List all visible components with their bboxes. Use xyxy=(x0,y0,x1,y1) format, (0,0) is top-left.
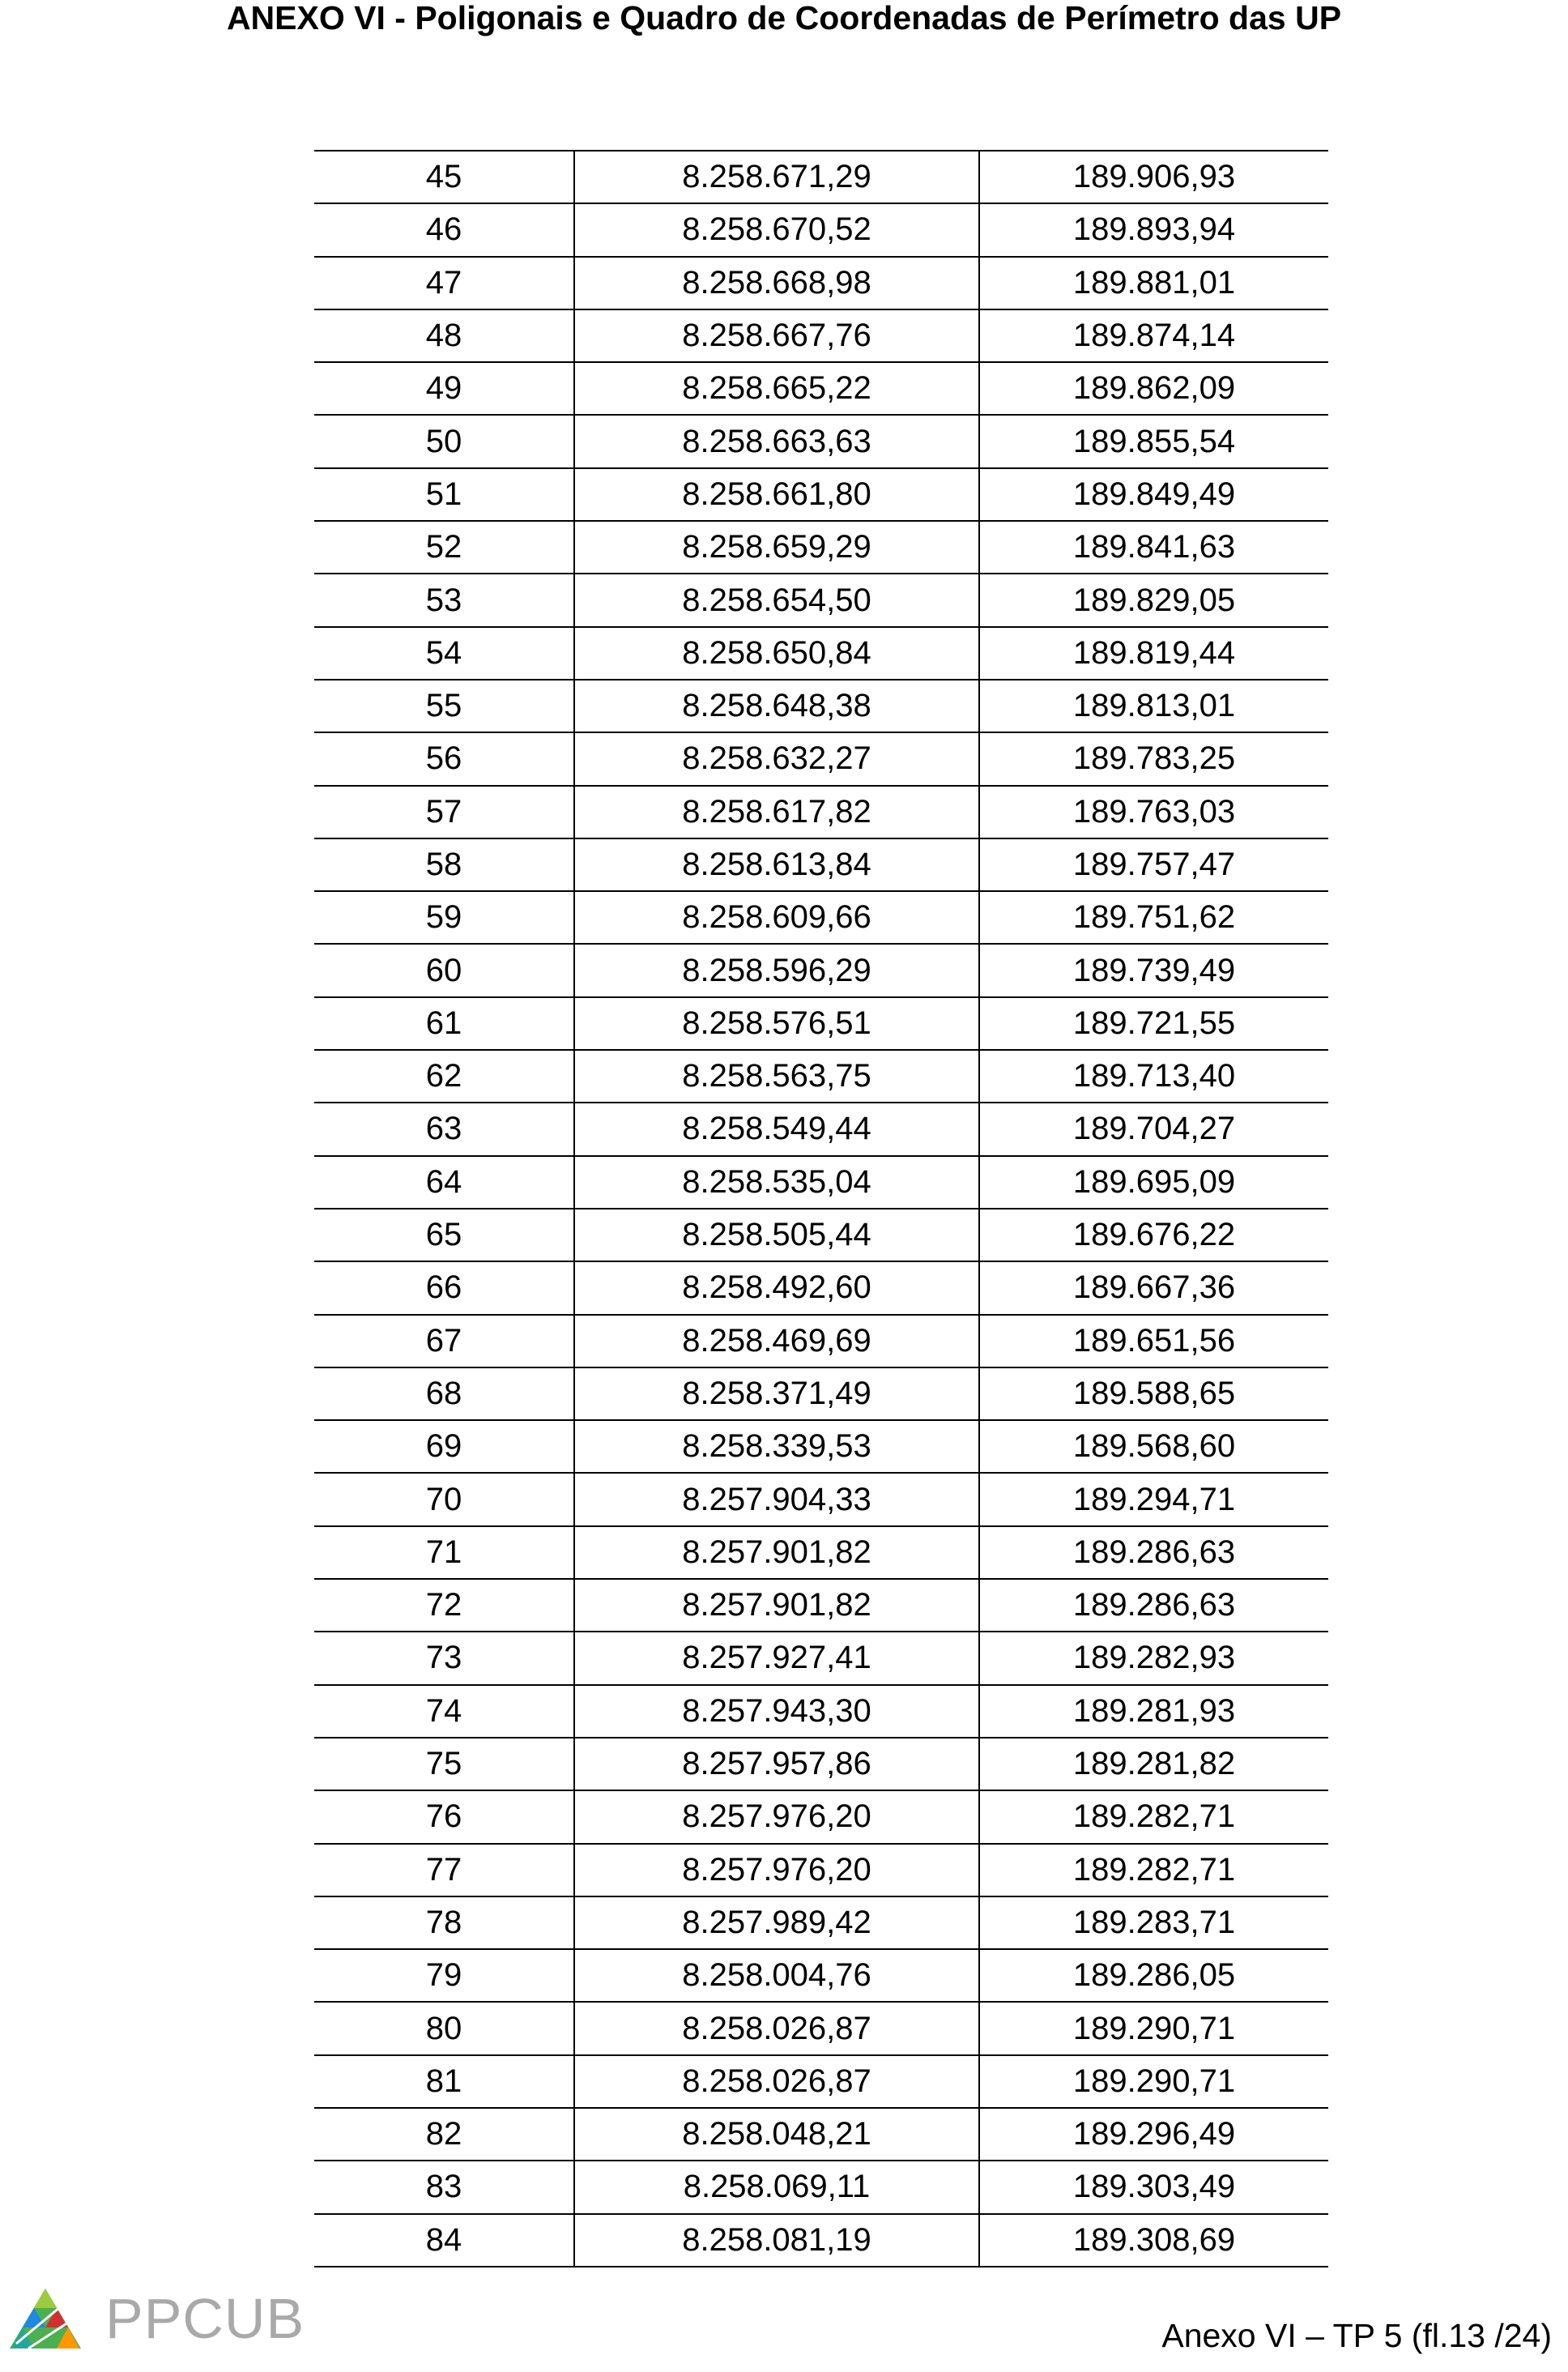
northing-cell: 8.258.339,53 xyxy=(574,1420,979,1473)
northing-cell: 8.258.613,84 xyxy=(574,838,979,891)
northing-cell: 8.257.901,82 xyxy=(574,1526,979,1579)
northing-cell: 8.257.957,86 xyxy=(574,1738,979,1790)
table-row xyxy=(314,2161,1328,2213)
easting-cell: 189.283,71 xyxy=(979,1896,1328,1949)
northing-cell: 8.258.661,80 xyxy=(574,468,979,521)
easting-cell: 189.290,71 xyxy=(979,2055,1328,2108)
easting-cell: 189.286,05 xyxy=(979,1949,1328,2002)
table-row xyxy=(314,1738,1328,1790)
northing-cell: 8.258.668,98 xyxy=(574,257,979,309)
easting-cell: 189.286,63 xyxy=(979,1526,1328,1579)
northing-cell: 8.258.492,60 xyxy=(574,1261,979,1314)
easting-cell: 189.568,60 xyxy=(979,1420,1328,1473)
table-row xyxy=(314,627,1328,680)
easting-cell: 189.676,22 xyxy=(979,1209,1328,1261)
table-row xyxy=(314,1209,1328,1261)
page-title: ANEXO VI - Poligonais e Quadro de Coordenadas de Perímetro das UP xyxy=(226,0,1342,36)
northing-cell: 8.258.654,50 xyxy=(574,574,979,626)
point-id-cell: 57 xyxy=(314,786,574,838)
northing-cell: 8.258.665,22 xyxy=(574,362,979,415)
table-row xyxy=(314,1790,1328,1843)
northing-cell: 8.258.563,75 xyxy=(574,1050,979,1103)
easting-cell: 189.757,47 xyxy=(979,838,1328,891)
point-id-cell: 77 xyxy=(314,1844,574,1896)
point-id-cell: 82 xyxy=(314,2108,574,2161)
easting-cell: 189.829,05 xyxy=(979,574,1328,626)
table-row xyxy=(314,1367,1328,1420)
point-id-cell: 59 xyxy=(314,891,574,944)
table-row xyxy=(314,309,1328,362)
easting-cell: 189.881,01 xyxy=(979,257,1328,309)
table-row xyxy=(314,1949,1328,2002)
northing-cell: 8.257.904,33 xyxy=(574,1473,979,1525)
point-id-cell: 55 xyxy=(314,680,574,732)
table-row xyxy=(314,1103,1328,1155)
easting-cell: 189.667,36 xyxy=(979,1261,1328,1314)
table-row xyxy=(314,257,1328,309)
point-id-cell: 47 xyxy=(314,257,574,309)
point-id-cell: 81 xyxy=(314,2055,574,2108)
point-id-cell: 69 xyxy=(314,1420,574,1473)
table-row xyxy=(314,997,1328,1050)
easting-cell: 189.739,49 xyxy=(979,944,1328,996)
point-id-cell: 75 xyxy=(314,1738,574,1790)
point-id-cell: 53 xyxy=(314,574,574,626)
easting-cell: 189.751,62 xyxy=(979,891,1328,944)
northing-cell: 8.258.549,44 xyxy=(574,1103,979,1155)
point-id-cell: 56 xyxy=(314,732,574,785)
ppcub-logo xyxy=(8,2286,305,2351)
table-row xyxy=(314,1156,1328,1209)
table-row xyxy=(314,1685,1328,1738)
easting-cell: 189.286,63 xyxy=(979,1579,1328,1632)
point-id-cell: 58 xyxy=(314,838,574,891)
coordinates-table xyxy=(314,150,1328,2267)
table-row xyxy=(314,521,1328,574)
point-id-cell: 71 xyxy=(314,1526,574,1579)
table-row xyxy=(314,838,1328,891)
point-id-cell: 73 xyxy=(314,1632,574,1684)
northing-cell: 8.257.976,20 xyxy=(574,1790,979,1843)
point-id-cell: 63 xyxy=(314,1103,574,1155)
easting-cell: 189.588,65 xyxy=(979,1367,1328,1420)
easting-cell: 189.281,93 xyxy=(979,1685,1328,1738)
table-row xyxy=(314,1896,1328,1949)
northing-cell: 8.258.371,49 xyxy=(574,1367,979,1420)
northing-cell: 8.258.663,63 xyxy=(574,415,979,467)
easting-cell: 189.290,71 xyxy=(979,2002,1328,2054)
table-row xyxy=(314,468,1328,521)
table-row xyxy=(314,2108,1328,2161)
point-id-cell: 50 xyxy=(314,415,574,467)
easting-cell: 189.855,54 xyxy=(979,415,1328,467)
easting-cell: 189.651,56 xyxy=(979,1315,1328,1367)
northing-cell: 8.258.671,29 xyxy=(574,151,979,203)
point-id-cell: 64 xyxy=(314,1156,574,1209)
point-id-cell: 79 xyxy=(314,1949,574,2002)
northing-cell: 8.257.927,41 xyxy=(574,1632,979,1684)
easting-cell: 189.713,40 xyxy=(979,1050,1328,1103)
northing-cell: 8.258.650,84 xyxy=(574,627,979,680)
easting-cell: 189.282,71 xyxy=(979,1790,1328,1843)
point-id-cell: 48 xyxy=(314,309,574,362)
northing-cell: 8.258.648,38 xyxy=(574,680,979,732)
point-id-cell: 46 xyxy=(314,203,574,256)
northing-cell: 8.258.081,19 xyxy=(574,2214,979,2267)
easting-cell: 189.282,71 xyxy=(979,1844,1328,1896)
northing-cell: 8.258.026,87 xyxy=(574,2055,979,2108)
easting-cell: 189.906,93 xyxy=(979,151,1328,203)
easting-cell: 189.893,94 xyxy=(979,203,1328,256)
northing-cell: 8.258.048,21 xyxy=(574,2108,979,2161)
point-id-cell: 65 xyxy=(314,1209,574,1261)
table-row xyxy=(314,203,1328,256)
point-id-cell: 78 xyxy=(314,1896,574,1949)
table-row xyxy=(314,1315,1328,1367)
page-reference: Anexo VI – TP 5 (fl.13 /24) xyxy=(1161,2317,1552,2354)
point-id-cell: 52 xyxy=(314,521,574,574)
table-row xyxy=(314,2055,1328,2108)
point-id-cell: 67 xyxy=(314,1315,574,1367)
easting-cell: 189.303,49 xyxy=(979,2161,1328,2213)
table-row xyxy=(314,574,1328,626)
point-id-cell: 76 xyxy=(314,1790,574,1843)
table-row xyxy=(314,680,1328,732)
point-id-cell: 62 xyxy=(314,1050,574,1103)
easting-cell: 189.819,44 xyxy=(979,627,1328,680)
table-row xyxy=(314,2002,1328,2054)
point-id-cell: 60 xyxy=(314,944,574,996)
ppcub-logo-icon xyxy=(8,2287,83,2350)
northing-cell: 8.258.469,69 xyxy=(574,1315,979,1367)
northing-cell: 8.258.659,29 xyxy=(574,521,979,574)
easting-cell: 189.849,49 xyxy=(979,468,1328,521)
table-row xyxy=(314,891,1328,944)
easting-cell: 189.704,27 xyxy=(979,1103,1328,1155)
point-id-cell: 68 xyxy=(314,1367,574,1420)
northing-cell: 8.258.609,66 xyxy=(574,891,979,944)
northing-cell: 8.258.069,11 xyxy=(574,2161,979,2213)
table-row xyxy=(314,1261,1328,1314)
point-id-cell: 74 xyxy=(314,1685,574,1738)
table-row xyxy=(314,1844,1328,1896)
northing-cell: 8.258.026,87 xyxy=(574,2002,979,2054)
northing-cell: 8.258.632,27 xyxy=(574,732,979,785)
northing-cell: 8.257.976,20 xyxy=(574,1844,979,1896)
point-id-cell: 51 xyxy=(314,468,574,521)
point-id-cell: 45 xyxy=(314,151,574,203)
point-id-cell: 84 xyxy=(314,2214,574,2267)
northing-cell: 8.258.576,51 xyxy=(574,997,979,1050)
table-row xyxy=(314,786,1328,838)
table-row xyxy=(314,1579,1328,1632)
easting-cell: 189.281,82 xyxy=(979,1738,1328,1790)
easting-cell: 189.763,03 xyxy=(979,786,1328,838)
northing-cell: 8.258.667,76 xyxy=(574,309,979,362)
easting-cell: 189.862,09 xyxy=(979,362,1328,415)
easting-cell: 189.308,69 xyxy=(979,2214,1328,2267)
table-row xyxy=(314,362,1328,415)
northing-cell: 8.258.617,82 xyxy=(574,786,979,838)
northing-cell: 8.257.943,30 xyxy=(574,1685,979,1738)
point-id-cell: 70 xyxy=(314,1473,574,1525)
easting-cell: 189.721,55 xyxy=(979,997,1328,1050)
coordinates-table-body xyxy=(314,151,1328,2267)
easting-cell: 189.282,93 xyxy=(979,1632,1328,1684)
easting-cell: 189.695,09 xyxy=(979,1156,1328,1209)
table-row xyxy=(314,415,1328,467)
table-row xyxy=(314,732,1328,785)
northing-cell: 8.258.535,04 xyxy=(574,1156,979,1209)
table-row xyxy=(314,944,1328,996)
easting-cell: 189.296,49 xyxy=(979,2108,1328,2161)
point-id-cell: 80 xyxy=(314,2002,574,2054)
point-id-cell: 49 xyxy=(314,362,574,415)
table-row xyxy=(314,1632,1328,1684)
easting-cell: 189.783,25 xyxy=(979,732,1328,785)
point-id-cell: 54 xyxy=(314,627,574,680)
northing-cell: 8.258.004,76 xyxy=(574,1949,979,2002)
point-id-cell: 83 xyxy=(314,2161,574,2213)
table-row xyxy=(314,1420,1328,1473)
table-row xyxy=(314,1473,1328,1525)
point-id-cell: 61 xyxy=(314,997,574,1050)
table-row xyxy=(314,1526,1328,1579)
northing-cell: 8.257.901,82 xyxy=(574,1579,979,1632)
northing-cell: 8.257.989,42 xyxy=(574,1896,979,1949)
table-row xyxy=(314,151,1328,203)
easting-cell: 189.294,71 xyxy=(979,1473,1328,1525)
easting-cell: 189.874,14 xyxy=(979,309,1328,362)
point-id-cell: 66 xyxy=(314,1261,574,1314)
northing-cell: 8.258.596,29 xyxy=(574,944,979,996)
easting-cell: 189.841,63 xyxy=(979,521,1328,574)
northing-cell: 8.258.670,52 xyxy=(574,203,979,256)
ppcub-logo-text: PPCUB xyxy=(105,2287,305,2350)
northing-cell: 8.258.505,44 xyxy=(574,1209,979,1261)
easting-cell: 189.813,01 xyxy=(979,680,1328,732)
table-row xyxy=(314,2214,1328,2267)
point-id-cell: 72 xyxy=(314,1579,574,1632)
table-row xyxy=(314,1050,1328,1103)
